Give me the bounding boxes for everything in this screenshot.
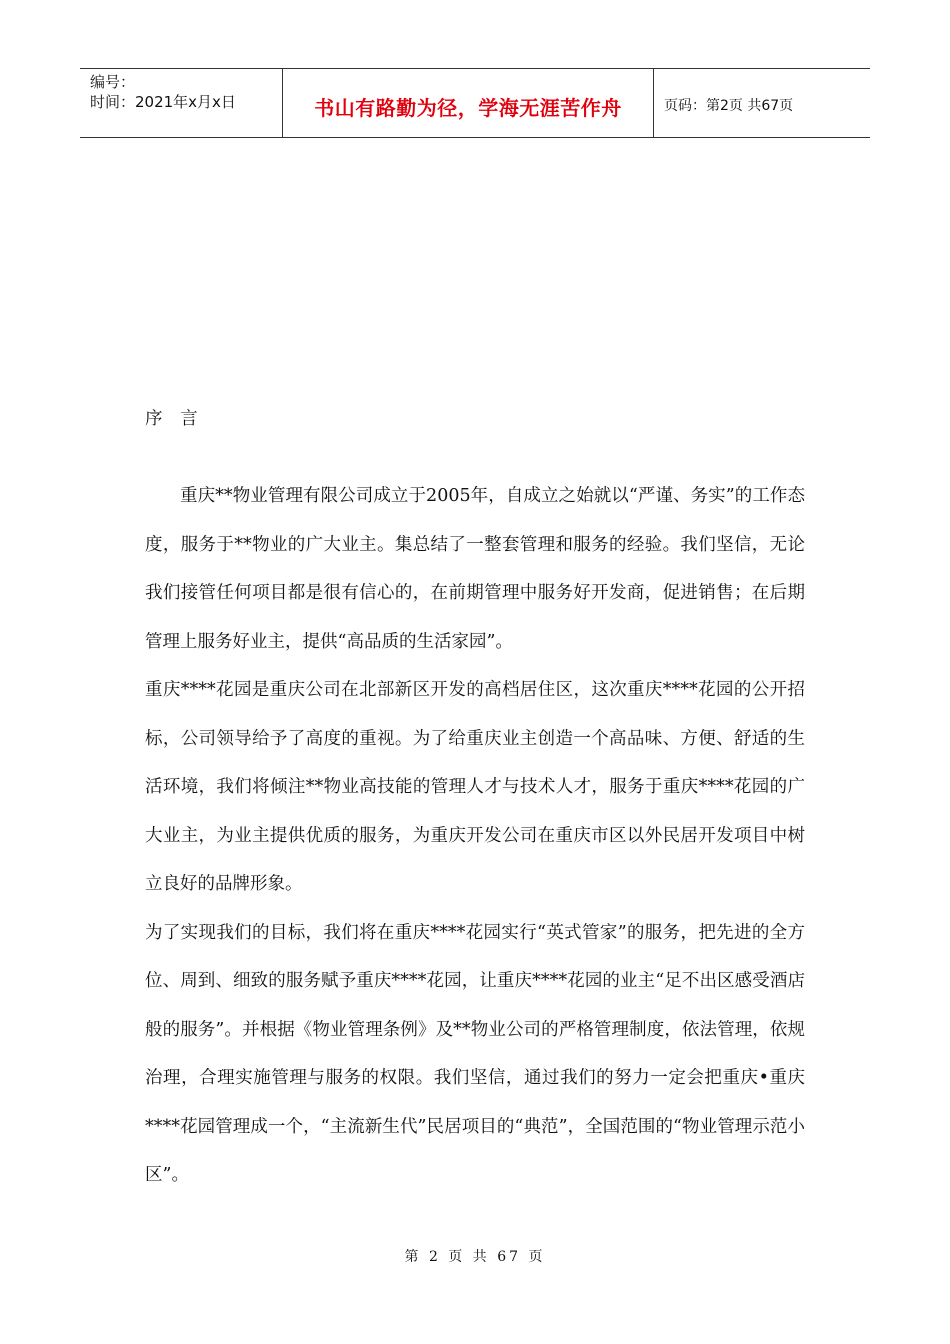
number-label: 编号： [90,73,136,91]
document-body [145,404,805,1200]
header-page-info: 页码：第2页 共67页 [664,98,794,114]
header-motto: 书山有路勤为径，学海无涯苦作舟 [282,69,654,137]
time-label: 时间：2021年x月x日 [90,93,236,111]
header-meta [80,69,282,137]
page-footer: 第 2 页 共 67 页 [404,1249,546,1265]
paragraph-3: 为了实现我们的目标，我们将在重庆****花园实行“英式管家”的服务，把先进的全方位、周到、细致的服务赋予重庆****花园，让重庆****花园的业主“足不出区感受酒店般的服务”。并根据《物业管理条例》及**物业公司的严格管理制度，依法管理，依规治理，合理实施管理与服务的权限。我们坚信，通过我们的努力一定会把重庆•重庆****花园管理成一个，“主流新生代”民居项目的“典范”，全国范围的“物业管理示范小区”。 [145,922,805,1185]
paragraph-1: 重庆**物业管理有限公司成立于2005年，自成立之始就以“严谨、务实”的工作态度，服务于**物业的广大业主。集总结了一整套管理和服务的经验。我们坚信，无论我们接管任何项目都是很有信心的，在前期管理中服务好开发商，促进销售；在后期管理上服务好业主，提供“高品质的生活家园”。 [145,486,805,652]
paragraph-2: 重庆****花园是重庆公司在北部新区开发的高档居住区，这次重庆****花园的公开招标，公司领导给予了高度的重视。为了给重庆业主创造一个高品味、方便、舒适的生活环境，我们将倾注**物业高技能的管理人才与技术人才，服务于重庆****花园的广大业主，为业主提供优质的服务，为重庆开发公司在重庆市区以外民居开发项目中树立良好的品牌形象。 [145,680,805,894]
section-heading: 序 言 [145,409,204,429]
page-header [80,68,870,138]
